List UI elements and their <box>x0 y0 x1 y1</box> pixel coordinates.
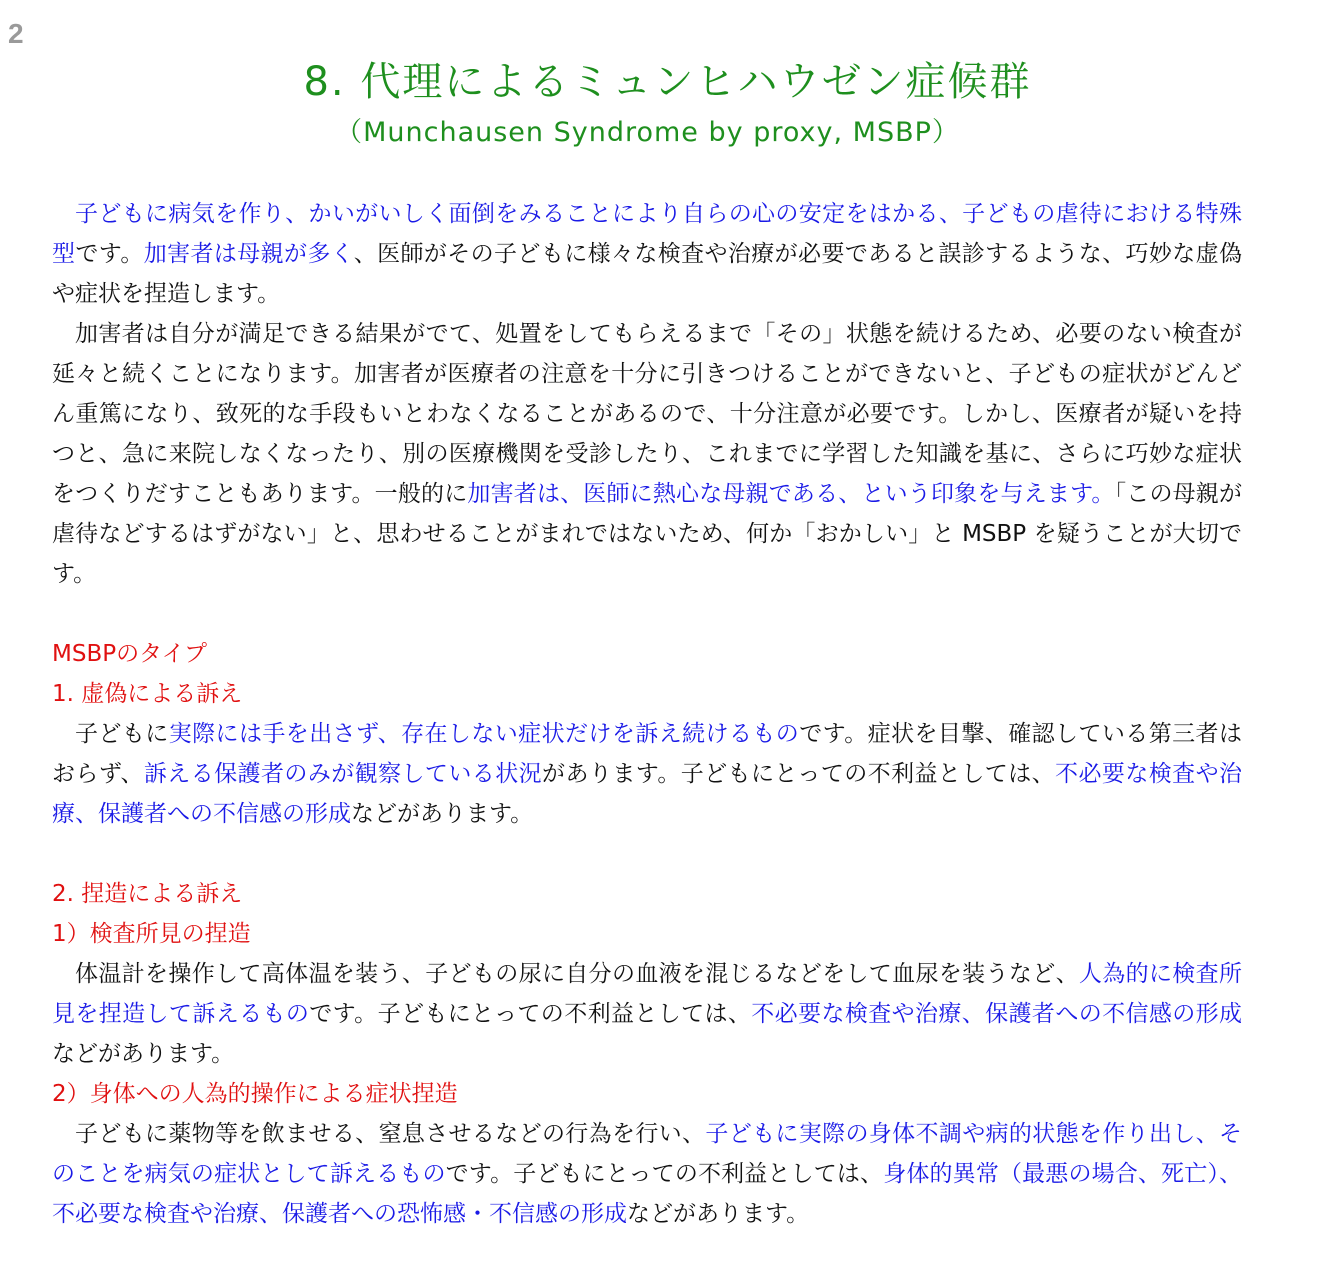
type1-text: があります。子どもにとっての不利益としては、 <box>542 761 1056 787</box>
sub2-text: 子どもに薬物等を飲ませる、窒息させるなどの行為を行い、 <box>75 1121 706 1147</box>
sub2-text: などがあります。 <box>627 1201 810 1227</box>
sub2-emphasis: 子どもに実際の身体不調や病的状態を作り出し、そのことを病気の症状として訴えるもの <box>52 1121 1243 1187</box>
type1-emphasis: 実際には手を出さず、存在しない症状だけを訴え続けるもの <box>168 721 800 747</box>
intro-impression-note: 加害者は、医師に熱心な母親である、という印象を与えます。 <box>467 481 1115 507</box>
sub1-text: 体温計を操作して高体温を装う、子どもの尿に自分の血液を混じるなどをして血尿を装うなど、 <box>75 961 1079 987</box>
sub1-text: です。子どもにとっての不利益としては、 <box>309 1001 752 1027</box>
type1-emphasis: 訴える保護者のみが観察している状況 <box>143 761 543 787</box>
sub2-text: です。子どもにとっての不利益としては、 <box>445 1161 884 1187</box>
type1-text: です。症状を目撃、確認している第三者はおらず、 <box>52 721 1242 787</box>
types-heading: MSBPのタイプ <box>52 641 207 667</box>
type1-text: 子どもに <box>75 721 169 747</box>
intro-perpetrator-note: 加害者は母親が多く <box>143 241 354 267</box>
intro-text: 加害者は自分が満足できる結果がでて、処置をしてもらえるまで「その」状態を続けるため、必要のない検査が延々と続くことになります。加害者が医療者の注意を十分に引きつけることができないと、子どもの症状がどんどん重篤になり、致死的な手段もいとわなくなることがあるので、十分注意が必要です。しかし、医療者が疑いを持つと、急に来院しなくなったり、別の医療機関を受診したり、これまでに学習した知識を基に、さらに巧妙な症状をつくりだすこともあります。一般的に <box>52 321 1242 507</box>
type2-sub2-heading: 2）身体への人為的操作による症状捏造 <box>52 1081 458 1107</box>
type1-heading: 1. 虚偽による訴え <box>52 681 243 707</box>
page-number: 2 <box>8 18 24 49</box>
intro-paragraph-2 <box>52 314 1242 594</box>
type1-emphasis: 不必要な検査や治療、保護者への不信感の形成 <box>52 761 1243 827</box>
intro-paragraph-1 <box>52 194 1242 314</box>
page-title: 8. 代理によるミュンヒハウゼン症候群 <box>303 59 1032 105</box>
type2-sub2-paragraph <box>52 1114 1242 1234</box>
type2-heading: 2. 捏造による訴え <box>52 881 243 907</box>
sub1-emphasis: 不必要な検査や治療、保護者への不信感の形成 <box>751 1001 1243 1027</box>
type2-sub1-heading: 1）検査所見の捏造 <box>52 921 251 947</box>
document-body <box>52 194 1242 1234</box>
type1-text: などがあります。 <box>351 801 534 827</box>
sub1-emphasis: 人為的に検査所見を捏造して訴えるもの <box>52 961 1243 1027</box>
type2-sub1-paragraph <box>52 954 1242 1074</box>
intro-text: 、医師がその子どもに様々な検査や治療が必要であると誤診するような、巧妙な虚偽や症状を捏造します。 <box>52 241 1243 307</box>
sub1-text: などがあります。 <box>52 1041 235 1067</box>
intro-text: です。 <box>75 241 144 267</box>
sub2-emphasis: 身体的異常（最悪の場合、死亡）、不必要な検査や治療、保護者への恐怖感・不信感の形成 <box>52 1161 1243 1227</box>
intro-definition: 子どもに病気を作り、かいがいしく面倒をみることにより自らの心の安定をはかる、子どもの虐待における特殊型 <box>52 201 1242 267</box>
spacer <box>52 834 1242 874</box>
page-subtitle: （Munchausen Syndrome by proxy, MSBP） <box>335 117 960 148</box>
spacer <box>52 594 1242 634</box>
intro-text: 「この母親が虐待などするはずがない」と、思わせることがまれではないため、何か「おかしい」と MSBP を疑うことが大切です。 <box>52 481 1242 587</box>
type1-paragraph <box>52 714 1242 834</box>
